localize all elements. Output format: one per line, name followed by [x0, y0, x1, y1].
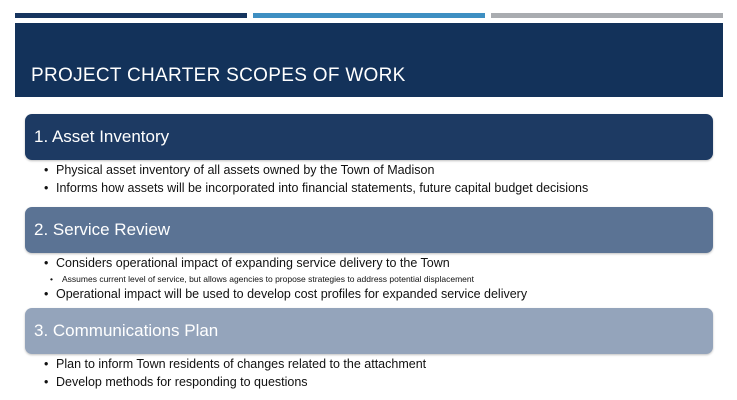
- bullet-item: • Considers operational impact of expanding service delivery to the Town: [44, 255, 527, 273]
- bullet-item: • Informs how assets will be incorporated into financial statements, future capital budget decisions: [44, 180, 588, 198]
- accent-bar-gray: [491, 13, 723, 18]
- title-banner: [15, 23, 723, 97]
- bullet-list-service-review: [44, 255, 527, 303]
- section-heading: 3. Communications Plan: [34, 321, 219, 340]
- sub-bullet-item: • Assumes current level of service, but allows agencies to propose strategies to address potential displacement: [44, 273, 527, 286]
- accent-bar-dark-blue: [15, 13, 247, 18]
- accent-bar-light-blue: [253, 13, 485, 18]
- section-header-asset-inventory: [25, 114, 713, 160]
- accent-bars: [15, 13, 723, 18]
- section-header-communications-plan: [25, 308, 713, 354]
- bullet-list-communications-plan: [44, 356, 426, 391]
- bullet-item: • Develop methods for responding to questions: [44, 374, 426, 392]
- bullet-item: • Operational impact will be used to develop cost profiles for expanded service delivery: [44, 286, 527, 304]
- section-heading: 1. Asset Inventory: [34, 127, 170, 146]
- slide-title: PROJECT CHARTER SCOPES OF WORK: [31, 65, 406, 86]
- section-heading: 2. Service Review: [34, 220, 171, 239]
- bullet-item: • Physical asset inventory of all assets owned by the Town of Madison: [44, 162, 588, 180]
- section-header-service-review: [25, 207, 713, 253]
- bullet-list-asset-inventory: [44, 162, 588, 197]
- bullet-item: • Plan to inform Town residents of changes related to the attachment: [44, 356, 426, 374]
